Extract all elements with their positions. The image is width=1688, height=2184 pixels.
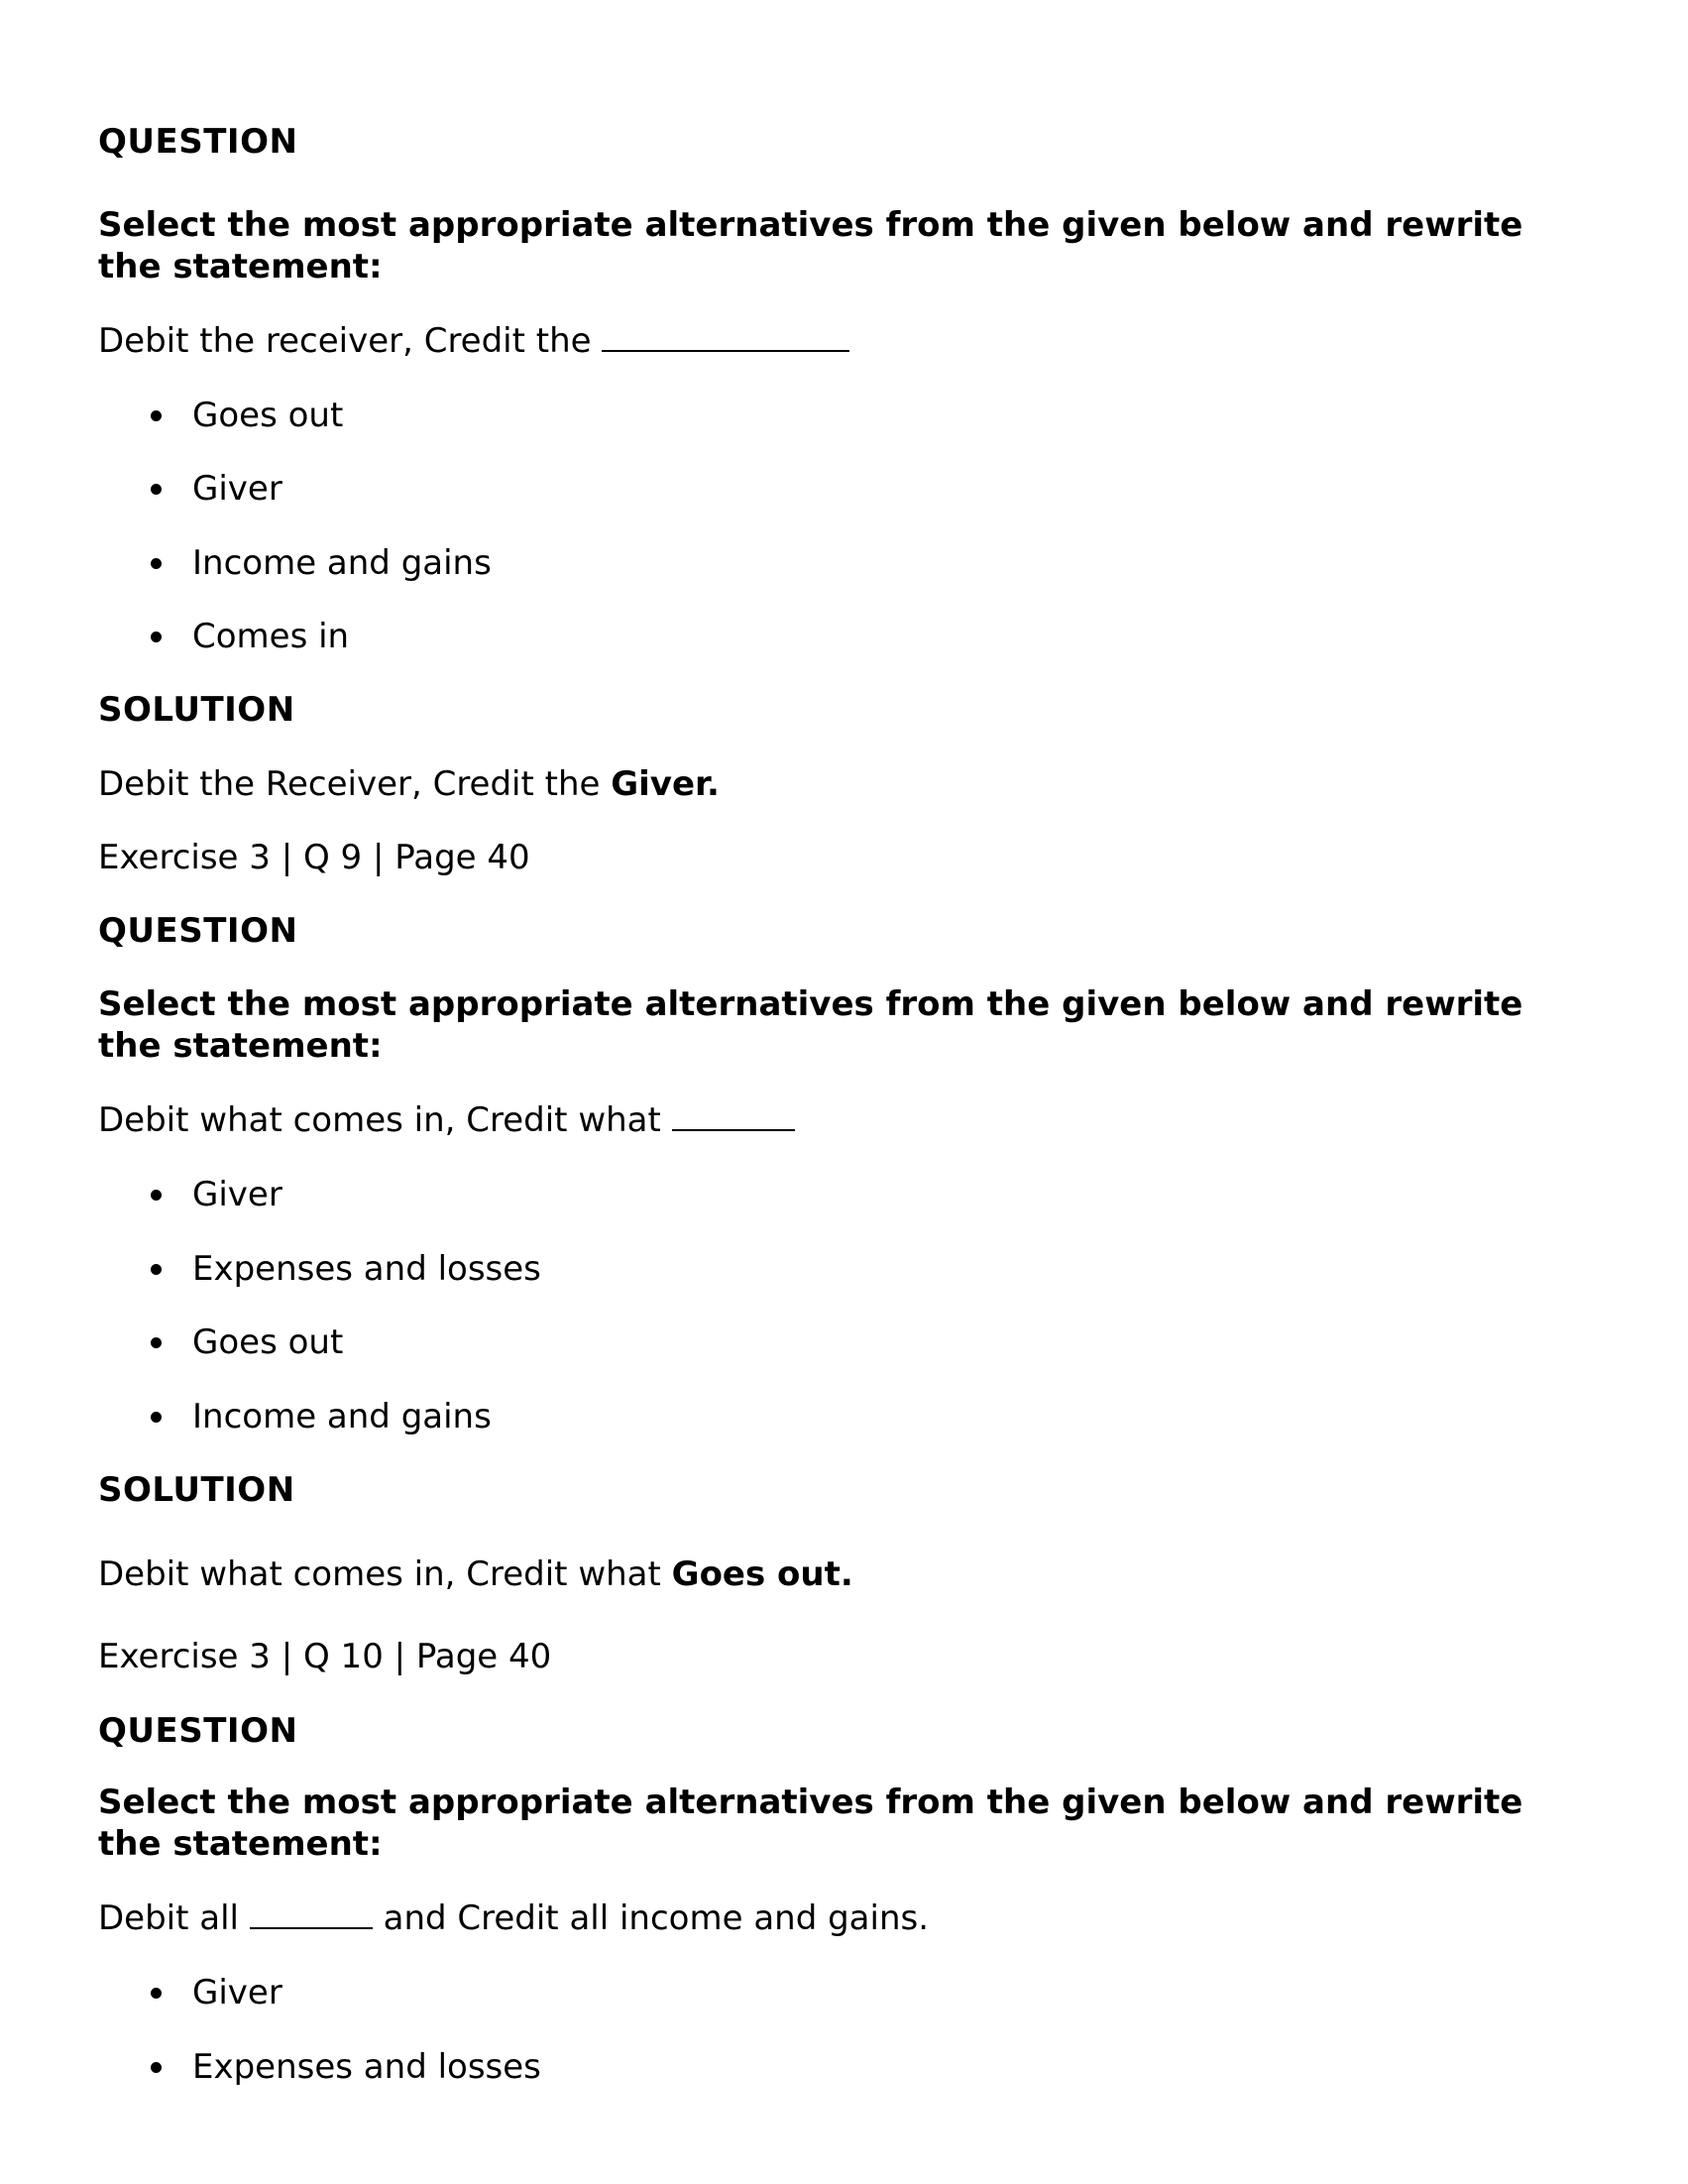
bullet-icon (151, 1190, 162, 1201)
option-text: Expenses and losses (192, 2047, 541, 2087)
question-statement (98, 1099, 795, 1141)
solution-answer: Goes out. (671, 1554, 853, 1594)
bullet-icon (151, 1412, 162, 1423)
option-text: Income and gains (192, 543, 492, 583)
solution-label: SOLUTION (98, 1470, 295, 1510)
bullet-icon (151, 410, 162, 421)
solution-text-before: Debit the Receiver, Credit the (98, 764, 612, 804)
option-text: Giver (192, 1973, 282, 2012)
bullet-icon (151, 632, 162, 642)
bullet-icon (151, 1337, 162, 1348)
solution-text-before: Debit what comes in, Credit what (98, 1554, 672, 1594)
bullet-icon (151, 484, 162, 495)
exercise-reference: Exercise 3 | Q 10 | Page 40 (98, 1637, 552, 1676)
question-prompt: Select the most appropriate alternatives from the given below and rewrite the statement: (98, 205, 1523, 287)
bullet-icon (151, 1264, 162, 1275)
option-text: Giver (192, 1175, 282, 1214)
bullet-icon (151, 1988, 162, 1999)
answer-blank (672, 1099, 795, 1131)
question-statement (98, 320, 849, 362)
exercise-reference: Exercise 3 | Q 9 | Page 40 (98, 838, 530, 877)
bullet-icon (151, 558, 162, 569)
option-text: Expenses and losses (192, 1249, 541, 1289)
bullet-icon (151, 2062, 162, 2073)
statement-text-before: Debit all (98, 1898, 250, 1938)
option-text: Giver (192, 469, 282, 509)
option-text: Comes in (192, 617, 350, 656)
solution-label: SOLUTION (98, 690, 295, 730)
question-label: QUESTION (98, 911, 298, 951)
answer-blank (602, 320, 849, 352)
option-text: Income and gains (192, 1397, 492, 1437)
statement-text-before: Debit the receiver, Credit the (98, 321, 603, 361)
statement-text-before: Debit what comes in, Credit what (98, 1100, 672, 1140)
solution-answer: Giver. (611, 764, 720, 804)
option-text: Goes out (192, 1322, 344, 1362)
question-prompt: Select the most appropriate alternatives from the given below and rewrite the statement: (98, 984, 1523, 1066)
statement-text-after: and Credit all income and gains. (372, 1898, 930, 1938)
question-prompt: Select the most appropriate alternatives from the given below and rewrite the statement: (98, 1782, 1523, 1864)
solution-text (98, 763, 720, 805)
question-label: QUESTION (98, 122, 298, 162)
question-statement (98, 1897, 929, 1939)
answer-blank (250, 1897, 373, 1929)
question-label: QUESTION (98, 1711, 298, 1751)
option-text: Goes out (192, 396, 344, 435)
solution-text (98, 1553, 853, 1595)
